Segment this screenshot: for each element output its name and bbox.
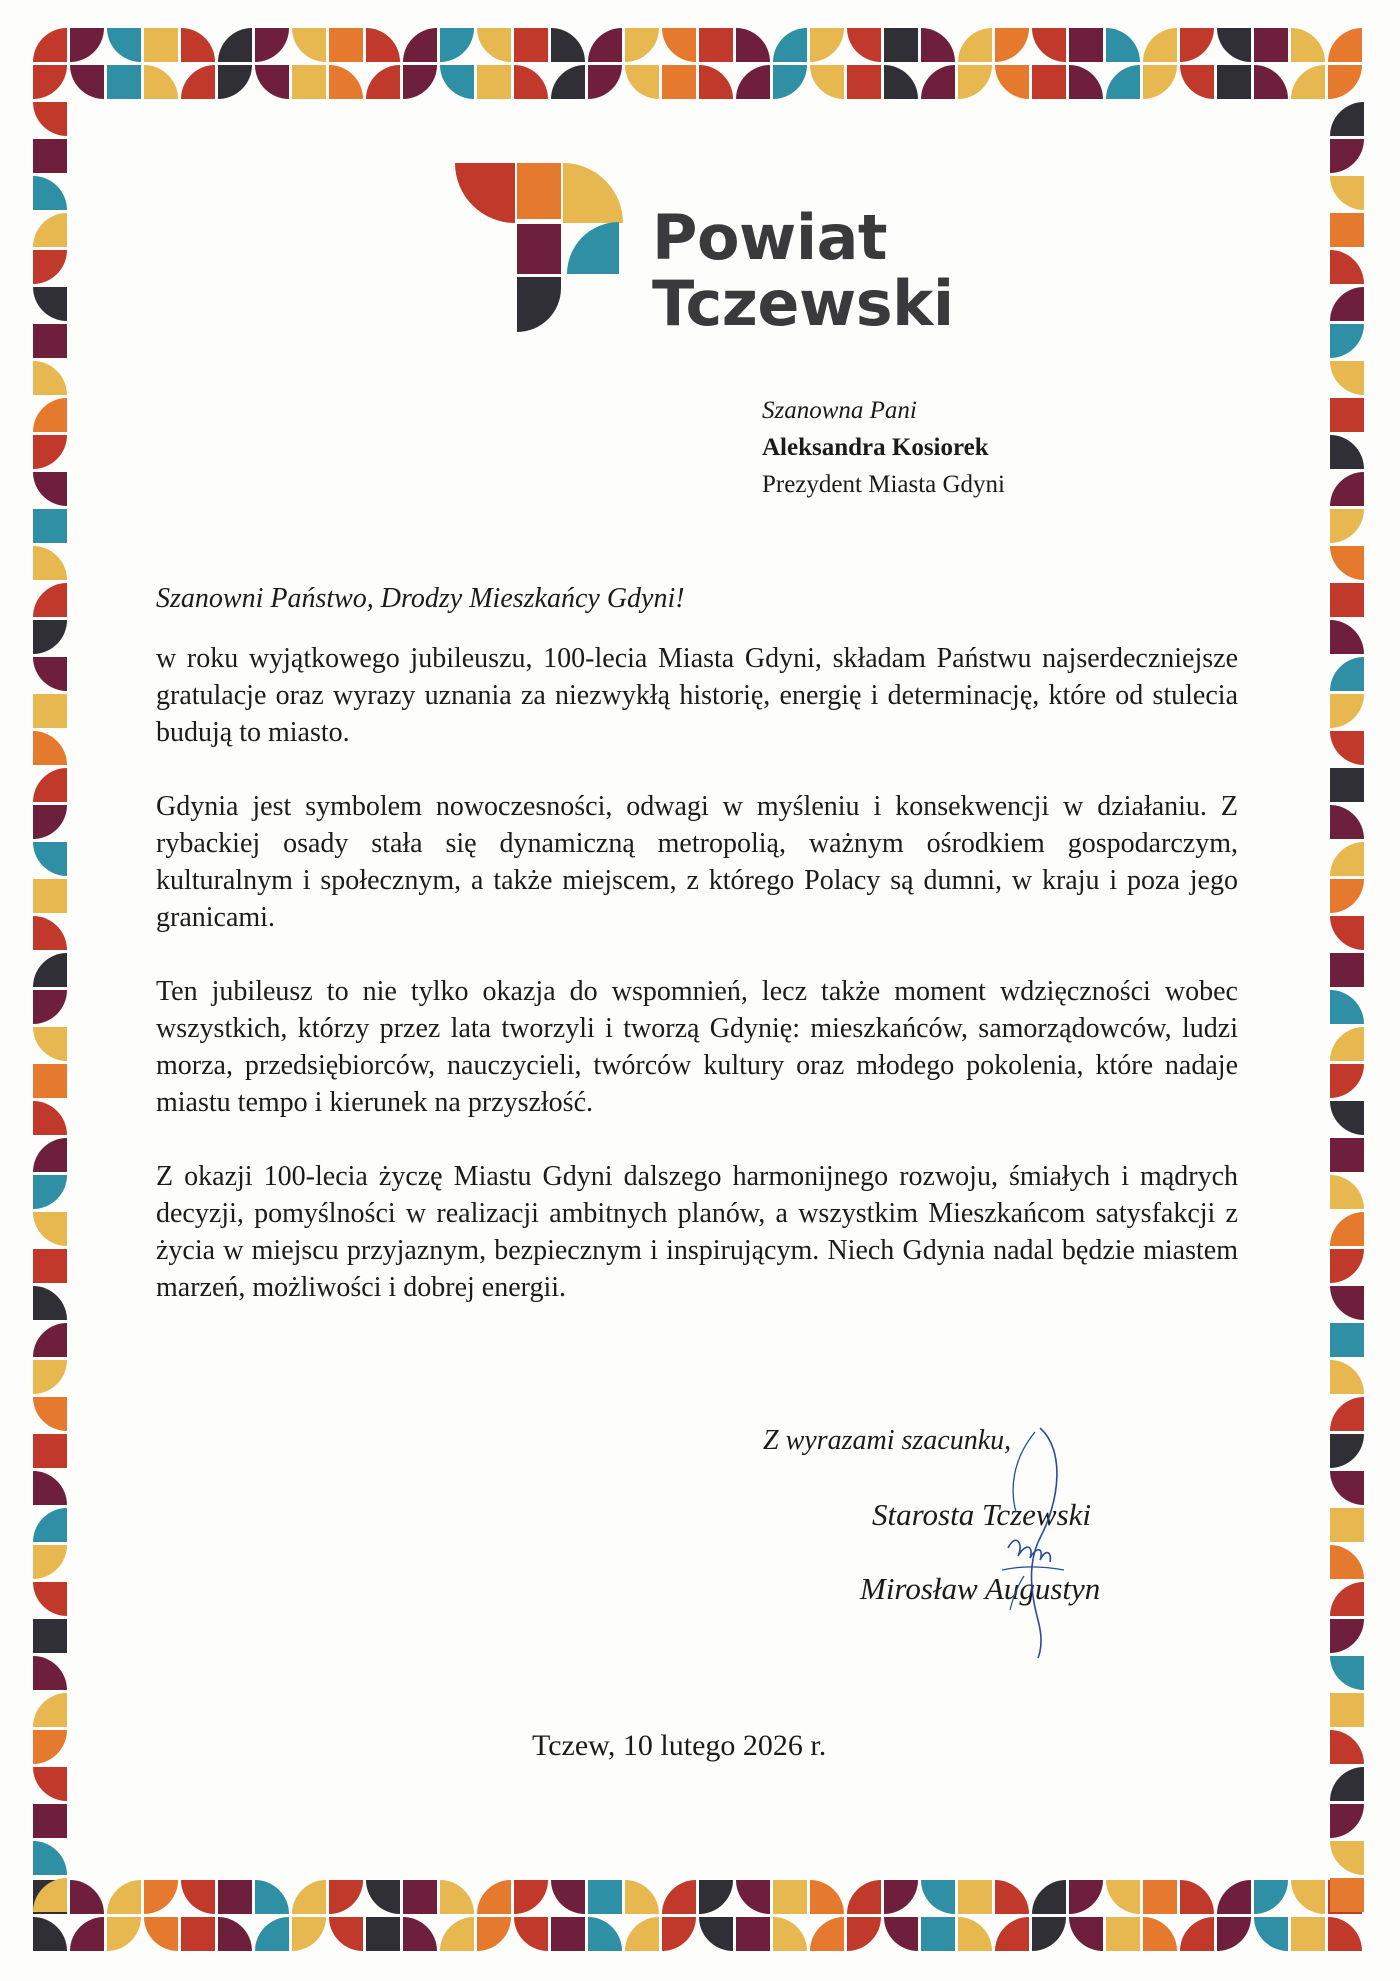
border-tile <box>33 1471 67 1505</box>
border-tile <box>1069 28 1103 62</box>
border-tile <box>33 324 67 358</box>
border-tile <box>33 1101 67 1135</box>
border-tile <box>1330 657 1364 691</box>
border-tile <box>1330 805 1364 839</box>
border-tile <box>33 842 67 876</box>
border-tile <box>33 435 67 469</box>
border-tile <box>1330 1434 1364 1468</box>
border-tile <box>1180 1917 1214 1951</box>
border-tile <box>181 1917 215 1951</box>
border-tile <box>1254 28 1288 62</box>
border-tile <box>588 1917 622 1951</box>
border-tile <box>440 1880 474 1914</box>
border-tile <box>144 1917 178 1951</box>
border-tile <box>625 28 659 62</box>
addressee-name: Aleksandra Kosiorek <box>762 434 989 461</box>
border-tile <box>699 1880 733 1914</box>
border-tile <box>33 1841 67 1875</box>
border-tile <box>1143 1917 1177 1951</box>
border-tile <box>33 1286 67 1320</box>
border-tile <box>662 65 696 99</box>
border-tile <box>847 28 881 62</box>
border-tile <box>33 1027 67 1061</box>
border-tile <box>33 1582 67 1616</box>
border-tile <box>551 1880 585 1914</box>
border-tile <box>625 1880 659 1914</box>
border-tile <box>33 694 67 728</box>
border-tile <box>1330 1545 1364 1579</box>
border-tile <box>773 65 807 99</box>
border-tile <box>699 1917 733 1951</box>
border-tile <box>33 546 67 580</box>
border-tile <box>995 65 1029 99</box>
border-tile <box>995 1917 1029 1951</box>
border-tile <box>33 28 67 62</box>
border-tile <box>1217 1880 1251 1914</box>
border-tile <box>33 879 67 913</box>
border-tile <box>884 65 918 99</box>
border-tile <box>1330 435 1364 469</box>
letter-date: Tczew, 10 lutego 2026 r. <box>532 1729 827 1762</box>
border-tile <box>33 990 67 1024</box>
border-tile <box>33 731 67 765</box>
border-tile <box>218 1880 252 1914</box>
border-tile <box>33 768 67 802</box>
border-tile <box>1330 250 1364 284</box>
border-tile <box>144 28 178 62</box>
border-tile <box>33 1545 67 1579</box>
border-tile <box>921 28 955 62</box>
border-tile <box>181 1880 215 1914</box>
border-tile <box>33 1323 67 1357</box>
border-tile <box>33 805 67 839</box>
logo-line-2: Tczewski <box>652 267 954 340</box>
border-tile <box>884 28 918 62</box>
border-tile <box>773 1917 807 1951</box>
border-tile <box>70 1880 104 1914</box>
border-tile <box>847 1880 881 1914</box>
border-tile <box>366 65 400 99</box>
border-tile <box>218 1917 252 1951</box>
border-tile <box>33 1212 67 1246</box>
border-tile <box>33 509 67 543</box>
border-tile <box>1180 65 1214 99</box>
body-paragraph: Gdynia jest symbolem nowoczesności, odwagi w myśleniu i konsekwencji w działaniu. Z rybackiej osady stała się dynamiczną metropolią, ważnym ośrodkiem gospodarczym, kulturalnym i społecznym, a także miejscem, z którego Polacy są dumni, w kraju i poza jego granicami. <box>156 791 1238 933</box>
border-tile <box>1328 65 1362 99</box>
border-tile <box>1330 102 1364 136</box>
border-tile <box>662 1917 696 1951</box>
border-tile <box>292 28 326 62</box>
border-tile <box>1330 1249 1364 1283</box>
border-tile <box>33 657 67 691</box>
border-tile <box>366 1880 400 1914</box>
border-tile <box>144 65 178 99</box>
border-tile <box>1254 1917 1288 1951</box>
border-tile <box>810 28 844 62</box>
border-tile <box>625 1917 659 1951</box>
border-tile <box>551 1917 585 1951</box>
border-tile <box>33 102 67 136</box>
border-tile <box>773 1880 807 1914</box>
border-tile <box>1330 1027 1364 1061</box>
border-tile <box>33 398 67 432</box>
border-tile <box>958 1917 992 1951</box>
border-tile <box>1291 65 1325 99</box>
border-tile <box>1330 583 1364 617</box>
border-tile <box>1330 1841 1364 1875</box>
border-tile <box>1330 1804 1364 1838</box>
border-tile <box>699 65 733 99</box>
letter-body <box>156 640 1238 1343</box>
border-tile <box>144 1880 178 1914</box>
closing-phrase: Z wyrazami szacunku, <box>763 1425 1012 1456</box>
border-tile <box>884 1880 918 1914</box>
border-tile <box>1330 1175 1364 1209</box>
border-tile <box>1330 990 1364 1024</box>
border-tile <box>33 1434 67 1468</box>
border-tile <box>847 1917 881 1951</box>
handwritten-signature-icon <box>980 1420 1090 1660</box>
border-tile <box>1143 1880 1177 1914</box>
border-tile <box>33 139 67 173</box>
border-tile <box>1330 324 1364 358</box>
border-tile <box>255 65 289 99</box>
border-tile <box>1330 1730 1364 1764</box>
border-tile <box>551 65 585 99</box>
border-tile <box>1330 916 1364 950</box>
border-tile <box>588 65 622 99</box>
border-tile <box>1032 1880 1066 1914</box>
border-tile <box>1106 28 1140 62</box>
border-tile <box>181 65 215 99</box>
border-tile <box>1330 213 1364 247</box>
border-tile <box>736 65 770 99</box>
border-tile <box>33 1656 67 1690</box>
border-tile <box>921 1880 955 1914</box>
border-tile <box>218 65 252 99</box>
border-tile <box>33 361 67 395</box>
border-tile <box>1330 842 1364 876</box>
border-tile <box>1330 1767 1364 1801</box>
border-tile <box>662 1880 696 1914</box>
border-tile <box>33 1360 67 1394</box>
border-tile <box>1180 1880 1214 1914</box>
border-tile <box>1328 1917 1362 1951</box>
border-tile <box>514 65 548 99</box>
border-tile <box>33 1138 67 1172</box>
border-tile <box>1330 694 1364 728</box>
signatory-name: Mirosław Augustyn <box>860 1571 1101 1606</box>
border-tile <box>33 1917 67 1951</box>
border-tile <box>329 1917 363 1951</box>
border-tile <box>1330 1397 1364 1431</box>
logo-wordmark <box>652 201 954 340</box>
border-tile <box>70 65 104 99</box>
border-tile <box>440 1917 474 1951</box>
border-tile <box>477 1917 511 1951</box>
addressee-title: Prezydent Miasta Gdyni <box>762 471 1006 498</box>
border-tile <box>1106 1917 1140 1951</box>
border-tile <box>551 28 585 62</box>
border-tile <box>255 28 289 62</box>
border-tile <box>958 1880 992 1914</box>
border-tile <box>70 1917 104 1951</box>
border-tile <box>1330 546 1364 580</box>
signatory-title: Starosta Tczewski <box>872 1497 1092 1532</box>
border-tile <box>181 28 215 62</box>
border-tile <box>1330 176 1364 210</box>
border-tile <box>403 1917 437 1951</box>
border-tile <box>33 583 67 617</box>
border-tile <box>1330 139 1364 173</box>
powiat-logo-mark-icon <box>455 160 635 340</box>
border-tile <box>736 28 770 62</box>
border-tile <box>440 28 474 62</box>
border-tile <box>699 28 733 62</box>
border-tile <box>255 1880 289 1914</box>
border-tile <box>1330 361 1364 395</box>
border-tile <box>1106 1880 1140 1914</box>
border-tile <box>1328 28 1362 62</box>
body-paragraph: Z okazji 100-lecia życzę Miastu Gdyni dalszego harmonijnego rozwoju, śmiałych i mądrych decyzji, pomyślności w realizacji ambitnych planów, a wszystkim Mieszkańcom satysfakcji z życia w miejscu przyjaznym, bezpiecznym i inspirującym. Niech Gdynia nadal będzie miastem marzeń, możliwości i dobrej energii. <box>156 1161 1238 1303</box>
border-tile <box>440 65 474 99</box>
border-tile <box>773 28 807 62</box>
border-tile <box>33 65 67 99</box>
border-tile <box>33 620 67 654</box>
border-tile <box>1330 620 1364 654</box>
letter-greeting: Szanowni Państwo, Drodzy Mieszkańcy Gdyni! <box>156 583 685 614</box>
border-tile <box>1254 65 1288 99</box>
border-tile <box>33 1064 67 1098</box>
border-tile <box>1217 1917 1251 1951</box>
border-tile <box>403 65 437 99</box>
border-tile <box>1217 28 1251 62</box>
border-tile <box>1330 1582 1364 1616</box>
border-tile <box>1330 1101 1364 1135</box>
border-tile <box>403 28 437 62</box>
border-tile <box>1254 1880 1288 1914</box>
border-tile <box>736 1917 770 1951</box>
border-tile <box>329 65 363 99</box>
border-tile <box>1143 28 1177 62</box>
border-tile <box>1291 1880 1325 1914</box>
border-tile <box>514 1880 548 1914</box>
border-tile <box>1330 509 1364 543</box>
border-tile <box>33 213 67 247</box>
border-tile <box>1032 1917 1066 1951</box>
border-tile <box>921 65 955 99</box>
border-tile <box>107 1880 141 1914</box>
border-tile <box>995 1880 1029 1914</box>
border-tile <box>1330 1693 1364 1727</box>
border-tile <box>1330 1138 1364 1172</box>
border-tile <box>958 65 992 99</box>
border-tile <box>107 1917 141 1951</box>
border-tile <box>477 1880 511 1914</box>
border-tile <box>958 28 992 62</box>
border-tile <box>292 1880 326 1914</box>
border-tile <box>33 1508 67 1542</box>
border-tile <box>33 1804 67 1838</box>
border-tile <box>477 28 511 62</box>
border-tile <box>884 1917 918 1951</box>
body-paragraph: w roku wyjątkowego jubileuszu, 100-lecia Miasta Gdyni, składam Państwu najserdeczniejsze gratulacje oraz wyrazy uznania za niezwykłą historię, energię i determinację, które od stulecia budują to miasto. <box>156 643 1238 748</box>
border-tile <box>33 1693 67 1727</box>
border-tile <box>366 28 400 62</box>
border-tile <box>514 1917 548 1951</box>
border-tile <box>1106 65 1140 99</box>
border-tile <box>107 65 141 99</box>
border-tile <box>1330 1656 1364 1690</box>
border-tile <box>403 1880 437 1914</box>
border-tile <box>33 1175 67 1209</box>
border-tile <box>625 65 659 99</box>
border-tile <box>1330 1878 1364 1912</box>
border-tile <box>1217 65 1251 99</box>
border-tile <box>70 28 104 62</box>
border-tile <box>1330 1212 1364 1246</box>
border-tile <box>107 28 141 62</box>
border-tile <box>1330 1064 1364 1098</box>
border-tile <box>1330 398 1364 432</box>
border-tile <box>33 250 67 284</box>
border-tile <box>1330 768 1364 802</box>
border-tile <box>33 287 67 321</box>
border-tile <box>218 28 252 62</box>
border-tile <box>1330 1323 1364 1357</box>
border-tile <box>1032 65 1066 99</box>
border-tile <box>1330 472 1364 506</box>
border-tile <box>292 1917 326 1951</box>
border-tile <box>33 1397 67 1431</box>
addressee-salutation: Szanowna Pani <box>762 397 917 424</box>
border-tile <box>33 1767 67 1801</box>
border-tile <box>662 28 696 62</box>
border-tile <box>33 1730 67 1764</box>
border-tile <box>33 1249 67 1283</box>
border-tile <box>810 1880 844 1914</box>
border-tile <box>921 1917 955 1951</box>
logo-line-1: Powiat <box>652 201 888 274</box>
border-tile <box>1330 1286 1364 1320</box>
border-tile <box>588 28 622 62</box>
border-tile <box>33 953 67 987</box>
border-tile <box>33 1619 67 1653</box>
border-tile <box>1180 28 1214 62</box>
border-tile <box>1291 28 1325 62</box>
border-tile <box>995 28 1029 62</box>
addressee-block <box>762 392 1005 503</box>
border-tile <box>292 65 326 99</box>
border-tile <box>329 28 363 62</box>
border-tile <box>1330 1360 1364 1394</box>
border-tile <box>736 1880 770 1914</box>
border-tile <box>329 1880 363 1914</box>
border-tile <box>33 472 67 506</box>
border-tile <box>1143 65 1177 99</box>
border-tile <box>588 1880 622 1914</box>
border-tile <box>1330 879 1364 913</box>
border-tile <box>366 1917 400 1951</box>
border-tile <box>810 65 844 99</box>
body-paragraph: Ten jubileusz to nie tylko okazja do wspomnień, lecz także moment wdzięczności wobec wszystkich, którzy przez lata tworzyli i tworzą Gdynię: mieszkańców, samorządowców, ludzi morza, przedsiębiorców, nauczycieli, twórców kultury oraz młodego pokolenia, które nadaje miastu tempo i kierunek na przyszłość. <box>156 976 1238 1118</box>
border-tile <box>33 916 67 950</box>
border-tile <box>1330 731 1364 765</box>
border-tile <box>477 65 511 99</box>
border-tile <box>514 28 548 62</box>
border-tile <box>1330 1508 1364 1542</box>
border-tile <box>1330 1619 1364 1653</box>
border-tile <box>1069 1880 1103 1914</box>
border-tile <box>1032 28 1066 62</box>
border-tile <box>1069 65 1103 99</box>
border-tile <box>810 1917 844 1951</box>
border-tile <box>1291 1917 1325 1951</box>
border-tile <box>1330 287 1364 321</box>
border-tile <box>1069 1917 1103 1951</box>
border-tile <box>1330 1471 1364 1505</box>
border-tile <box>33 176 67 210</box>
border-tile <box>847 65 881 99</box>
border-tile <box>1330 953 1364 987</box>
border-tile <box>255 1917 289 1951</box>
